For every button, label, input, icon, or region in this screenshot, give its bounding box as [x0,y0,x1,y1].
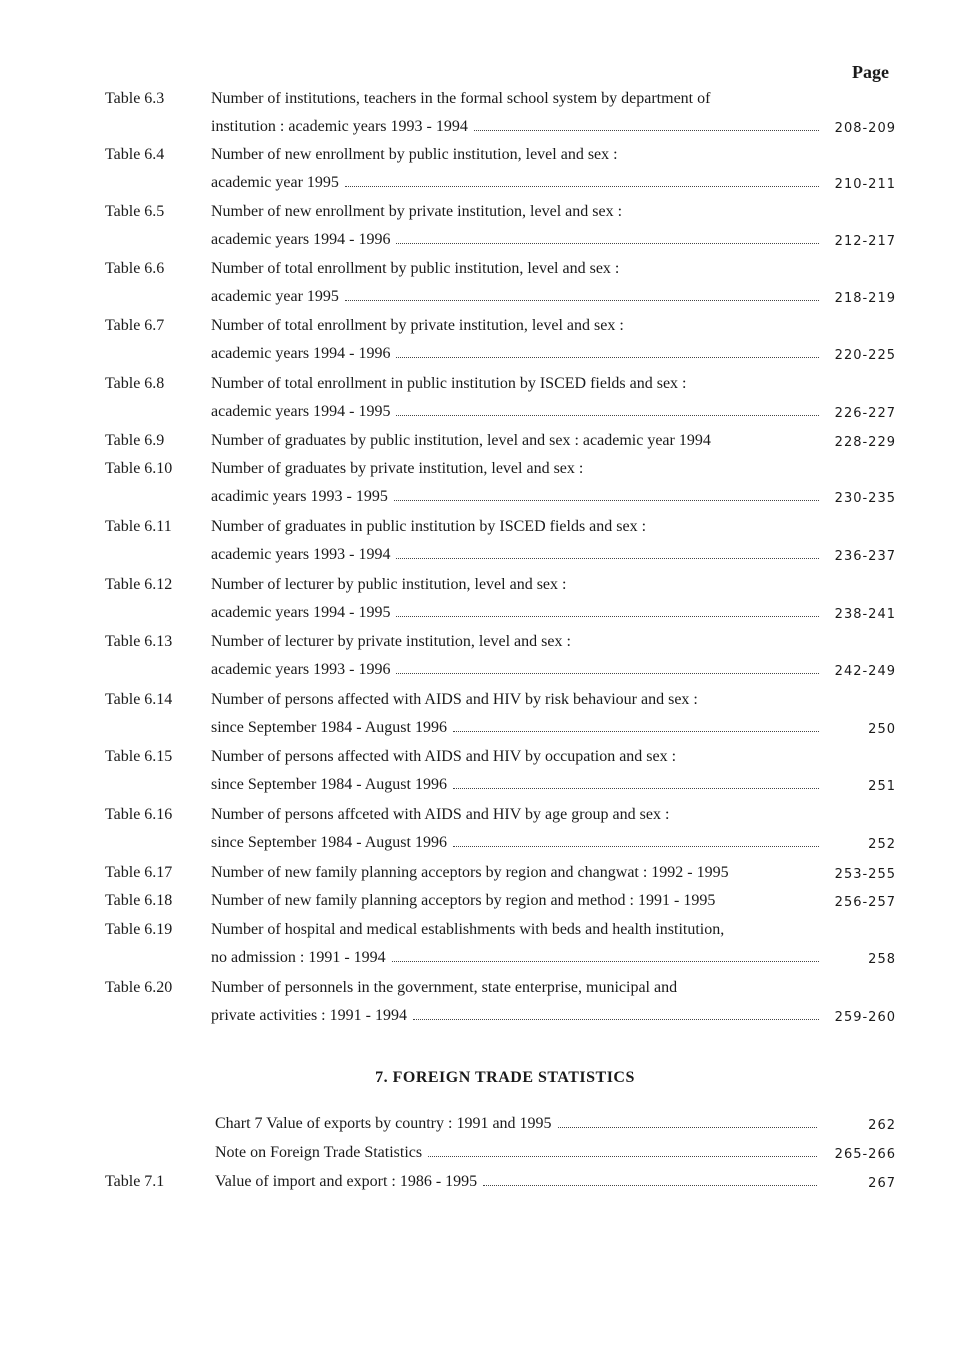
dot-leader [396,243,819,244]
dot-leader [394,500,819,501]
toc-entry-pages: 212-217 [834,234,896,249]
toc-entry-label: Table 6.17 [105,864,173,881]
toc-entry-continuation [211,719,823,737]
toc-entry-title-continued: academic years 1994 - 1996 [211,231,391,248]
toc-entry-title: Number of new family planning acceptors by region and changwat : 1992 - 1995 [211,864,729,881]
toc-entry-pages: 218-219 [834,291,896,306]
dot-leader [453,731,819,732]
toc-entry-pages: 259-260 [834,1010,896,1025]
dot-leader [558,1127,817,1128]
toc-entry-label: Table 6.16 [105,806,173,823]
toc-entry-pages: 251 [868,779,896,794]
toc-entry-title-continued: academic years 1994 - 1995 [211,403,391,420]
toc-entry-line [215,1115,821,1133]
dot-leader [453,846,819,847]
toc-entry-label: Table 6.13 [105,633,173,650]
toc-entry-continuation [211,488,823,506]
toc-entry-pages: 236-237 [834,549,896,564]
toc-entry-title: Number of graduates by public institution, level and sex : academic year 1994 [211,432,711,449]
toc-entry-title: Chart 7 Value of exports by country : 1991 and 1995 [215,1115,552,1132]
toc-entry-title-continued: academic years 1994 - 1996 [211,345,391,362]
page-column-heading: Page [852,62,889,82]
toc-entry-continuation [211,231,823,249]
toc-entry-title-continued: since September 1984 - August 1996 [211,776,447,793]
toc-entry-title: Number of total enrollment by private institution, level and sex : [211,317,624,334]
toc-entry-continuation [211,834,823,852]
toc-entry-title: Number of new enrollment by public institution, level and sex : [211,146,618,163]
toc-entry-pages: 226-227 [834,406,896,421]
toc-entry-label: Table 6.4 [105,146,165,163]
toc-entry-continuation [211,174,823,192]
toc-entry-continuation [211,776,823,794]
toc-entry-title-continued: acadimic years 1993 - 1995 [211,488,388,505]
toc-entry-line [215,1144,821,1162]
toc-entry-pages: 256-257 [834,895,896,910]
dot-leader [345,300,819,301]
toc-entry-title-continued: since September 1984 - August 1996 [211,834,447,851]
toc-entry-continuation [211,546,823,564]
toc-entry-title: Number of persons affected with AIDS and HIV by occupation and sex : [211,748,677,765]
toc-entry-label: Table 6.11 [105,518,172,535]
toc-entry-continuation [211,604,823,622]
toc-entry-title-continued: academic year 1995 [211,174,339,191]
toc-entry-title: Number of total enrollment by public institution, level and sex : [211,260,620,277]
toc-entry-pages: 238-241 [834,607,896,622]
toc-entry-pages: 258 [868,952,896,967]
dot-leader [396,616,819,617]
toc-entry-label: Table 6.20 [105,979,173,996]
toc-entry-title: Number of lecturer by public institution, level and sex : [211,576,567,593]
toc-entry-title: Number of total enrollment in public institution by ISCED fields and sex : [211,375,687,392]
toc-entry-title-continued: since September 1984 - August 1996 [211,719,447,736]
toc-entry-pages: 208-209 [834,121,896,136]
toc-entry-pages: 267 [868,1176,896,1191]
toc-entry-title: Number of personnels in the government, state enterprise, municipal and [211,979,678,996]
dot-leader [396,558,819,559]
toc-entry-pages: 253-255 [834,867,896,882]
toc-entry-label: Table 6.14 [105,691,173,708]
toc-entry-continuation [211,345,823,363]
toc-entry-title: Number of lecturer by private institution, level and sex : [211,633,571,650]
toc-entry-title: Number of hospital and medical establishments with beds and health institution, [211,921,725,938]
toc-entry-title-continued: academic years 1994 - 1995 [211,604,391,621]
toc-entry-title-continued: academic year 1995 [211,288,339,305]
toc-entry-title-continued: private activities : 1991 - 1994 [211,1007,407,1024]
toc-entry-pages: 250 [868,722,896,737]
toc-entry-continuation [211,118,823,136]
toc-entry-title: Number of graduates by private institution, level and sex : [211,460,584,477]
toc-entry-label: Table 6.10 [105,460,173,477]
toc-entry-pages: 265-266 [834,1147,896,1162]
toc-entry-title: Note on Foreign Trade Statistics [215,1144,423,1161]
toc-entry-label: Table 6.12 [105,576,173,593]
dot-leader [428,1156,817,1157]
toc-entry-label: Table 6.5 [105,203,165,220]
toc-entry-pages: 220-225 [834,348,896,363]
toc-entry-label: Table 6.19 [105,921,173,938]
toc-entry-title: Number of new family planning acceptors by region and method : 1991 - 1995 [211,892,716,909]
dot-leader [345,186,819,187]
toc-entry-title: Number of persons affceted with AIDS and HIV by age group and sex : [211,806,670,823]
toc-entry-continuation [211,288,823,306]
toc-entry-title: Number of persons affected with AIDS and HIV by risk behaviour and sex : [211,691,698,708]
toc-entry-label: Table 6.7 [105,317,165,334]
toc-entry-title: Value of import and export : 1986 - 1995 [215,1173,478,1190]
toc-entry-pages: 230-235 [834,491,896,506]
dot-leader [396,415,819,416]
toc-entry-label: Table 6.15 [105,748,173,765]
toc-entry-label: Table 6.3 [105,90,165,107]
dot-leader [474,130,819,131]
toc-entry-title-continued: no admission : 1991 - 1994 [211,949,386,966]
section-7-title: 7. FOREIGN TRADE STATISTICS [375,1069,635,1086]
toc-entry-continuation [211,1007,823,1025]
toc-entry-title-continued: academic years 1993 - 1994 [211,546,391,563]
toc-entry-title: Number of institutions, teachers in the formal school system by department of [211,90,711,107]
dot-leader [392,961,819,962]
dot-leader [483,1185,817,1186]
toc-entry-pages: 242-249 [834,664,896,679]
toc-entry-continuation [211,403,823,421]
toc-entry-pages: 210-211 [834,177,896,192]
dot-leader [413,1019,819,1020]
dot-leader [453,788,819,789]
dot-leader [396,357,819,358]
toc-entry-continuation [211,949,823,967]
toc-entry-line [215,1173,821,1191]
toc-entry-label: Table 6.18 [105,892,173,909]
toc-entry-title-continued: institution : academic years 1993 - 1994 [211,118,468,135]
toc-entry-pages: 262 [868,1118,896,1133]
toc-entry-title: Number of new enrollment by private institution, level and sex : [211,203,623,220]
toc-entry-title-continued: academic years 1993 - 1996 [211,661,391,678]
toc-entry-label: Table 6.6 [105,260,165,277]
toc-entry-title: Number of graduates in public institution by ISCED fields and sex : [211,518,647,535]
toc-entry-pages: 252 [868,837,896,852]
toc-entry-label: Table 6.9 [105,432,165,449]
dot-leader [396,673,819,674]
toc-entry-continuation [211,661,823,679]
toc-entry-pages: 228-229 [834,435,896,450]
toc-entry-label: Table 6.8 [105,375,165,392]
toc-entry-label: Table 7.1 [105,1173,165,1190]
